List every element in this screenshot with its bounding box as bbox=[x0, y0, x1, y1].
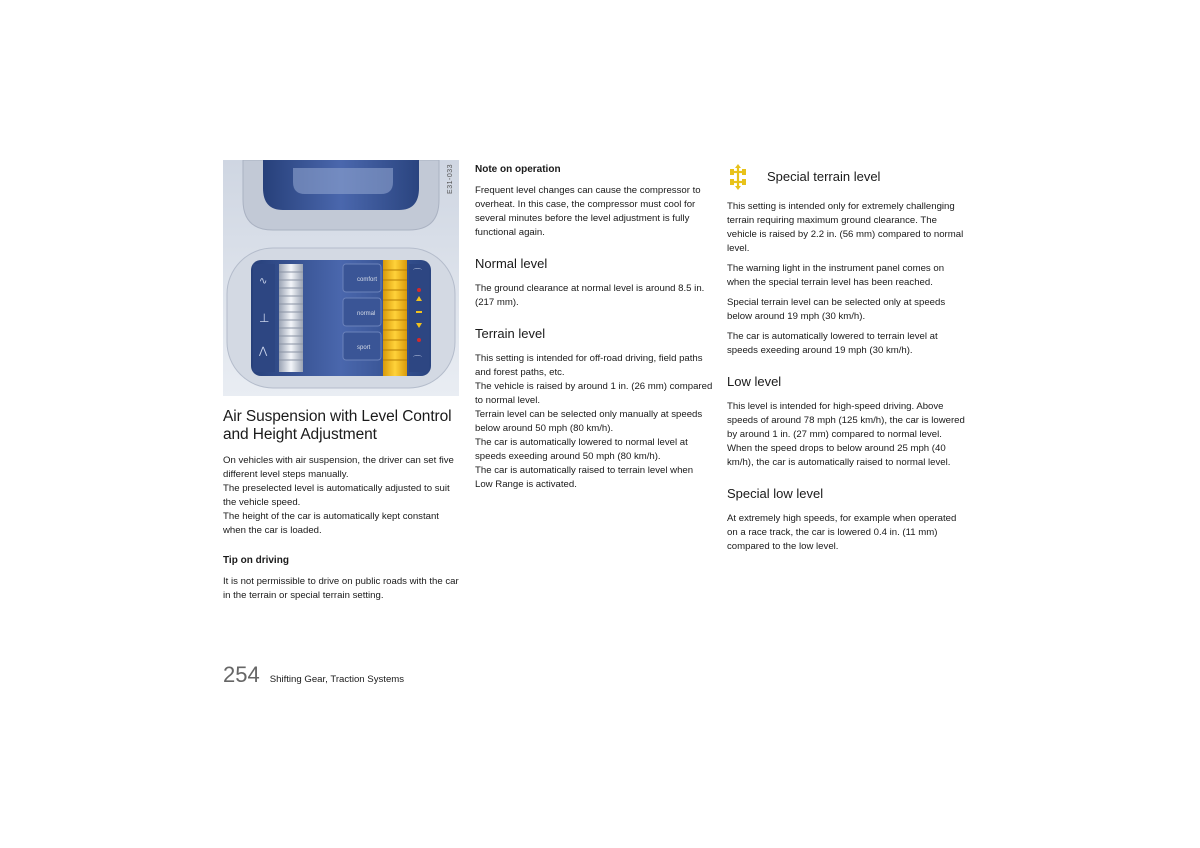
special-terrain-para-4: The car is automatically lowered to terrain level at speeds exeeding around 19 mph (30 km/h). bbox=[727, 331, 938, 356]
column-middle bbox=[475, 163, 713, 498]
intro-paragraph-3: The height of the car is automatically kept constant when the car is loaded. bbox=[223, 511, 439, 536]
special-terrain-heading: Special terrain level bbox=[767, 169, 881, 184]
column-left bbox=[223, 160, 461, 609]
special-low-text: At extremely high speeds, for example when operated on a race track, the car is lowered 0.4 in. (11 mm) compared to the low level. bbox=[727, 513, 957, 552]
page-footer bbox=[223, 662, 404, 688]
terrain-line-5: The car is automatically raised to terrain level when Low Range is activated. bbox=[475, 465, 694, 490]
svg-text:∿: ∿ bbox=[259, 276, 268, 287]
sport-button-label: sport bbox=[357, 345, 371, 351]
page-number: 254 bbox=[223, 662, 260, 687]
special-terrain-para-2: The warning light in the instrument panel comes on when the special terrain level has been reached. bbox=[727, 263, 945, 288]
intro-paragraph-2: The preselected level is automatically adjusted to suit the vehicle speed. bbox=[223, 483, 450, 508]
figure-code: E31-033 bbox=[447, 164, 454, 194]
low-level-line-2: When the speed drops to below around 25 mph (40 km/h), the car is automatically raised to normal level. bbox=[727, 443, 951, 468]
svg-text:⋀: ⋀ bbox=[259, 346, 268, 357]
column-right bbox=[727, 160, 965, 560]
note-heading: Note on operation bbox=[475, 164, 561, 175]
low-level-heading: Low level bbox=[727, 374, 782, 389]
svg-text:⌒: ⌒ bbox=[413, 268, 423, 278]
normal-level-text: The ground clearance at normal level is around 8.5 in. (217 mm). bbox=[475, 283, 705, 308]
special-terrain-para-1: This setting is intended only for extremely challenging terrain requiring maximum ground clearance. The vehicle is raised by 2.2 in. (56 mm) compared to normal level. bbox=[727, 201, 964, 254]
normal-button-label: normal bbox=[357, 311, 376, 317]
terrain-line-2: The vehicle is raised by around 1 in. (26 mm) compared to normal level. bbox=[475, 381, 713, 406]
svg-text:⊥: ⊥ bbox=[259, 311, 270, 325]
special-terrain-warning-icon bbox=[727, 164, 749, 190]
normal-level-heading: Normal level bbox=[475, 256, 548, 271]
control-panel-illustration bbox=[223, 160, 459, 396]
note-text: Frequent level changes can cause the compressor to overheat. In this case, the compressor must cool for several minutes before the level adjustment is fully functional again. bbox=[475, 185, 701, 238]
page-title: Air Suspension with Level Control and Height Adjustment bbox=[223, 408, 452, 443]
terrain-line-1: This setting is intended for off-road driving, field paths and forest paths, etc. bbox=[475, 353, 703, 378]
intro-paragraph-1: On vehicles with air suspension, the driver can set five different level steps manually. bbox=[223, 455, 454, 480]
comfort-button-label: comfort bbox=[357, 277, 378, 283]
special-terrain-para-3: Special terrain level can be selected only at speeds below around 19 mph (30 km/h). bbox=[727, 297, 946, 322]
suspension-control-figure bbox=[223, 160, 459, 396]
special-terrain-heading-row bbox=[727, 164, 965, 190]
special-low-heading: Special low level bbox=[727, 486, 824, 501]
terrain-level-heading: Terrain level bbox=[475, 326, 546, 341]
terrain-line-3: Terrain level can be selected only manually at speeds below around 50 mph (80 km/h). bbox=[475, 409, 703, 434]
tip-heading: Tip on driving bbox=[223, 555, 289, 566]
terrain-line-4: The car is automatically lowered to normal level at speeds exeeding around 50 mph (80 km/h). bbox=[475, 437, 688, 462]
svg-text:⌒: ⌒ bbox=[413, 355, 423, 365]
section-name: Shifting Gear, Traction Systems bbox=[269, 674, 405, 685]
tip-text: It is not permissible to drive on public roads with the car in the terrain or special terrain setting. bbox=[223, 576, 459, 601]
low-level-line-1: This level is intended for high-speed driving. Above speeds of around 78 mph (125 km/h), the car is lowered by around 1 in. (27 mm) compared to normal level. bbox=[727, 401, 965, 440]
